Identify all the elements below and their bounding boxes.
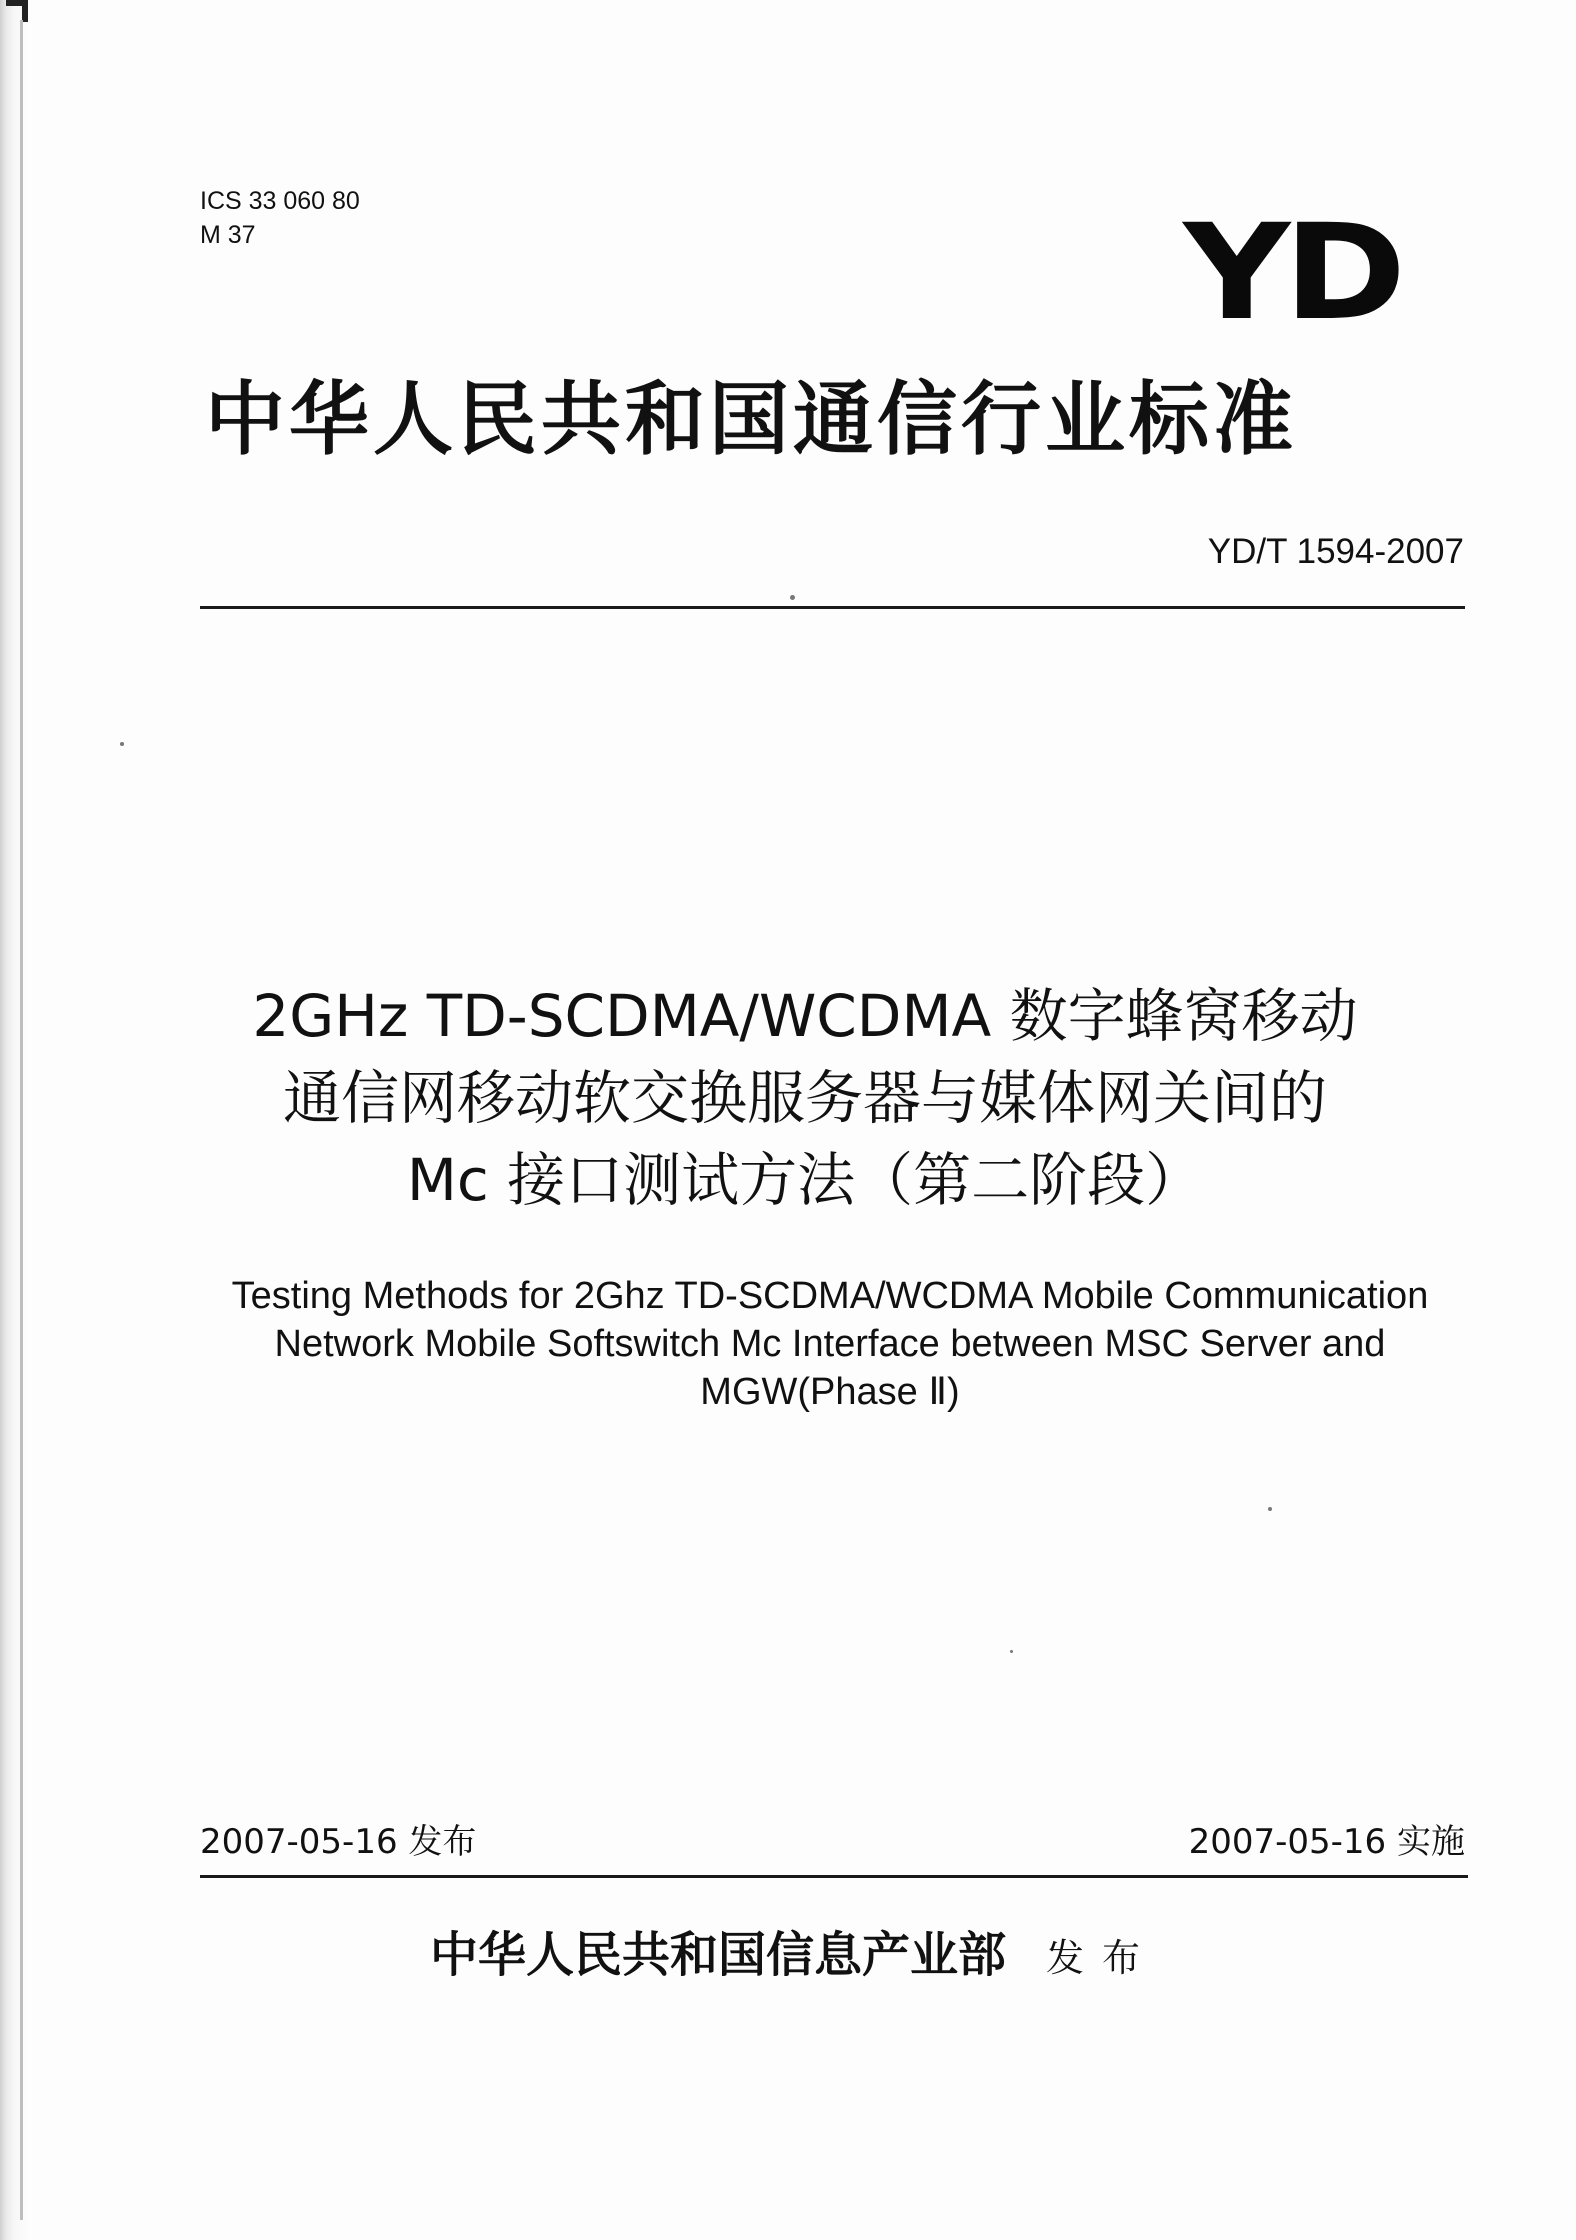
implementation-date: 2007-05-16 实施 <box>1188 1822 1465 1862</box>
scan-corner-mark <box>6 0 28 22</box>
scan-binding-edge <box>0 0 30 2240</box>
footer-divider <box>200 1875 1468 1878</box>
scan-speck <box>120 742 124 746</box>
yd-logo: YD <box>1183 195 1400 350</box>
scan-edge-line <box>20 20 23 2220</box>
classification-codes <box>200 184 360 252</box>
issuer-name: 中华人民共和国信息产业部 <box>430 1927 1007 1983</box>
ccs-code: M 37 <box>200 221 256 249</box>
scan-speck <box>1268 1507 1272 1511</box>
header-divider <box>200 606 1465 609</box>
issue-date: 2007-05-16 发布 <box>200 1822 477 1862</box>
chinese-title-line: 2GHz TD-SCDMA/WCDMA 数字蜂窝移动 <box>252 982 1358 1050</box>
chinese-title <box>180 975 1430 1221</box>
chinese-title-line: Mc 接口测试方法（第二阶段） <box>406 1146 1204 1214</box>
scan-speck <box>1010 1650 1013 1653</box>
english-title-line: Testing Methods for 2Ghz TD-SCDMA/WCDMA Mobile Communication <box>231 1275 1429 1317</box>
ics-code: ICS 33 060 80 <box>200 187 360 215</box>
industry-standard-heading: 中华人民共和国通信行业标准 <box>205 373 1297 466</box>
english-title-line: MGW(Phase Ⅱ) <box>700 1371 960 1413</box>
english-title <box>180 1272 1480 1416</box>
issuer-line <box>430 1925 1158 1988</box>
chinese-title-line: 通信网移动软交换服务器与媒体网关间的 <box>282 1064 1327 1132</box>
scan-speck <box>790 595 795 600</box>
issuer-action: 发布 <box>1046 1936 1159 1980</box>
english-title-line: Network Mobile Softswitch Mc Interface between MSC Server and <box>274 1323 1386 1365</box>
standard-number: YD/T 1594-2007 <box>1207 532 1464 571</box>
